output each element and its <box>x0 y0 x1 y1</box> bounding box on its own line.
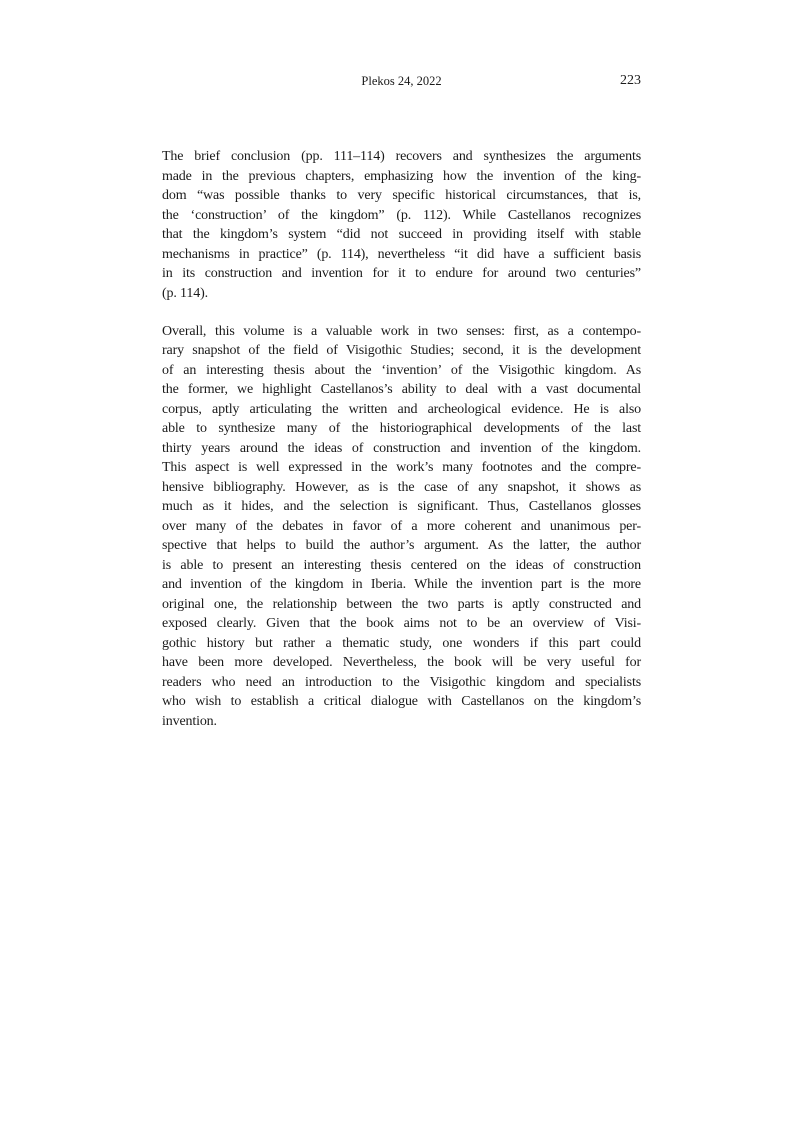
text-line: readers who need an introduction to the Visigothic kingdom and specialists <box>162 674 641 690</box>
text-line: and invention of the kingdom in Iberia. While the invention part is the more <box>162 577 641 592</box>
journal-title: Plekos 24, 2022 <box>361 74 442 88</box>
text-line: spective that helps to build the author’s argument. As the latter, the author <box>162 538 641 553</box>
text-line: rary snapshot of the field of Visigothic Studies; second, it is the development <box>162 343 641 358</box>
text-line: (p. 114). <box>162 285 208 301</box>
text-line: Overall, this volume is a valuable work in two senses: first, as a contempo- <box>162 323 641 339</box>
text-line: hensive bibliography. However, as is the case of any snapshot, it shows as <box>162 479 641 495</box>
page-number: 223 <box>620 73 641 88</box>
text-line: exposed clearly. Given that the book aims not to be an overview of Visi- <box>162 616 641 631</box>
text-line: the former, we highlight Castellanos’s ability to deal with a vast documental <box>162 382 641 397</box>
text-line: able to synthesize many of the historiographical developments of the last <box>162 421 641 436</box>
text-line: corpus, aptly articulating the written and archeological evidence. He is also <box>162 401 641 417</box>
running-head <box>162 74 641 92</box>
text-line: that the kingdom’s system “did not succeed in providing itself with stable <box>162 227 641 242</box>
text-line: is able to present an interesting thesis centered on the ideas of construction <box>162 557 641 573</box>
text-line: of an interesting thesis about the ‘invention’ of the Visigothic kingdom. As <box>162 362 641 378</box>
text-line: who wish to establish a critical dialogue with Castellanos on the kingdom’s <box>162 694 641 709</box>
text-line: in its construction and invention for it to endure for around two centuries” <box>162 266 641 281</box>
text-line: mechanisms in practice” (p. 114), nevertheless “it did have a sufficient basis <box>162 246 641 262</box>
text-line: This aspect is well expressed in the work’s many footnotes and the compre- <box>162 460 641 475</box>
text-line: original one, the relationship between the two parts is aptly constructed and <box>162 596 641 612</box>
text-line: invention. <box>162 713 217 729</box>
text-line: dom “was possible thanks to very specific historical circumstances, that is, <box>162 188 641 203</box>
text-line: the ‘construction’ of the kingdom” (p. 112). While Castellanos recognizes <box>162 207 641 223</box>
text-line: gothic history but rather a thematic study, one wonders if this part could <box>162 635 641 651</box>
text-line: have been more developed. Nevertheless, the book will be very useful for <box>162 655 641 670</box>
paragraph <box>162 147 641 303</box>
text-line: over many of the debates in favor of a more coherent and unanimous per- <box>162 518 641 534</box>
body-text <box>162 147 641 750</box>
paragraph <box>162 322 641 732</box>
text-line: The brief conclusion (pp. 111–114) recovers and synthesizes the arguments <box>162 149 641 164</box>
text-line: much as it hides, and the selection is significant. Thus, Castellanos glosses <box>162 499 641 514</box>
text-line: thirty years around the ideas of construction and invention of the kingdom. <box>162 440 641 456</box>
text-line: made in the previous chapters, emphasizing how the invention of the king- <box>162 168 641 184</box>
